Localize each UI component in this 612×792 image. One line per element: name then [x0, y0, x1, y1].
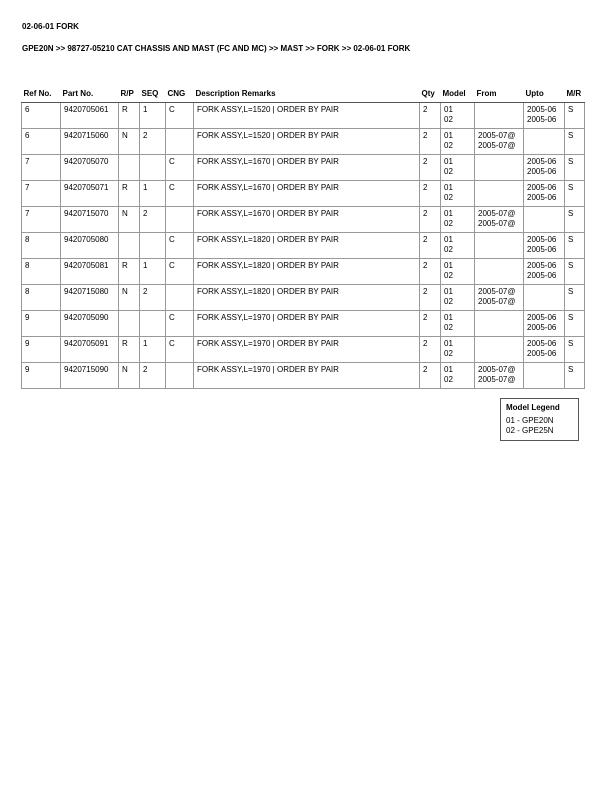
table-row [22, 181, 585, 207]
cng-cell [166, 363, 194, 389]
qty-cell: 2 [420, 363, 441, 389]
upto-cell-line: 2005-06 [527, 323, 557, 332]
col-cng-header: CNG [166, 87, 194, 103]
model-cell [441, 311, 475, 337]
model-cell-line: 01 [444, 313, 453, 322]
description-cell: FORK ASSY,L=1670 | ORDER BY PAIR [194, 181, 420, 207]
part-no-cell: 9420705061 [61, 103, 119, 129]
model-legend [500, 398, 579, 441]
from-cell [475, 337, 524, 363]
description-cell: FORK ASSY,L=1820 | ORDER BY PAIR [194, 233, 420, 259]
model-cell-line: 02 [444, 245, 453, 254]
part-no-cell: 9420715090 [61, 363, 119, 389]
col-seq-header: SEQ [140, 87, 166, 103]
ref-cell: 6 [22, 129, 61, 155]
rp-cell: N [119, 129, 140, 155]
from-cell [475, 285, 524, 311]
cng-cell: C [166, 337, 194, 363]
ref-cell: 9 [22, 311, 61, 337]
ref-cell: 7 [22, 181, 61, 207]
rp-cell: R [119, 337, 140, 363]
model-cell-line: 02 [444, 323, 453, 332]
model-cell [441, 129, 475, 155]
upto-cell-line: 2005-06 [527, 313, 557, 322]
seq-cell: 2 [140, 129, 166, 155]
rp-cell: R [119, 259, 140, 285]
col-part-header: Part No. [61, 87, 119, 103]
cng-cell: C [166, 311, 194, 337]
rp-cell [119, 233, 140, 259]
model-cell [441, 259, 475, 285]
qty-cell: 2 [420, 181, 441, 207]
upto-cell-line: 2005-06 [527, 115, 557, 124]
description-cell: FORK ASSY,L=1670 | ORDER BY PAIR [194, 155, 420, 181]
rp-cell: N [119, 363, 140, 389]
ref-cell: 7 [22, 155, 61, 181]
qty-cell: 2 [420, 129, 441, 155]
mr-cell: S [565, 337, 585, 363]
upto-cell [524, 129, 565, 155]
mr-cell: S [565, 207, 585, 233]
seq-cell: 1 [140, 103, 166, 129]
model-cell-line: 02 [444, 115, 453, 124]
mr-cell: S [565, 285, 585, 311]
rp-cell: N [119, 207, 140, 233]
model-cell-line: 01 [444, 183, 453, 192]
rp-cell: N [119, 285, 140, 311]
model-cell-line: 02 [444, 297, 453, 306]
qty-cell: 2 [420, 259, 441, 285]
seq-cell [140, 233, 166, 259]
model-cell-line: 01 [444, 157, 453, 166]
rp-cell [119, 155, 140, 181]
model-cell-line: 02 [444, 375, 453, 384]
ref-cell: 8 [22, 233, 61, 259]
legend-title: Model Legend [506, 403, 560, 412]
seq-cell [140, 155, 166, 181]
qty-cell: 2 [420, 103, 441, 129]
upto-cell-line: 2005-06 [527, 245, 557, 254]
mr-cell: S [565, 233, 585, 259]
from-cell-line: 2005-07@ [478, 365, 516, 374]
cng-cell: C [166, 155, 194, 181]
from-cell [475, 363, 524, 389]
mr-cell: S [565, 103, 585, 129]
model-cell-line: 01 [444, 287, 453, 296]
model-cell [441, 181, 475, 207]
table-row [22, 155, 585, 181]
table-row [22, 259, 585, 285]
upto-cell [524, 181, 565, 207]
from-cell [475, 207, 524, 233]
model-cell [441, 233, 475, 259]
from-cell-line: 2005-07@ [478, 375, 516, 384]
from-cell-line: 2005-07@ [478, 287, 516, 296]
model-cell-line: 01 [444, 131, 453, 140]
qty-cell: 2 [420, 337, 441, 363]
col-mr-header: M/R [565, 87, 585, 103]
upto-cell-line: 2005-06 [527, 167, 557, 176]
table-row [22, 363, 585, 389]
col-ref-header: Ref No. [22, 87, 61, 103]
description-cell: FORK ASSY,L=1970 | ORDER BY PAIR [194, 311, 420, 337]
col-qty-header: Qty [420, 87, 441, 103]
seq-cell: 2 [140, 207, 166, 233]
mr-cell: S [565, 363, 585, 389]
mr-cell: S [565, 259, 585, 285]
from-cell [475, 155, 524, 181]
cng-cell [166, 207, 194, 233]
rp-cell: R [119, 103, 140, 129]
ref-cell: 9 [22, 337, 61, 363]
breadcrumb: GPE20N >> 98727-05210 CAT CHASSIS AND MAST (FC AND MC) >> MAST >> FORK >> 02-06-01 FORK [22, 44, 411, 53]
mr-cell: S [565, 155, 585, 181]
part-no-cell: 9420715080 [61, 285, 119, 311]
seq-cell: 2 [140, 285, 166, 311]
upto-cell-line: 2005-06 [527, 261, 557, 270]
cng-cell [166, 129, 194, 155]
description-cell: FORK ASSY,L=1670 | ORDER BY PAIR [194, 207, 420, 233]
model-cell-line: 02 [444, 193, 453, 202]
from-cell [475, 259, 524, 285]
model-cell [441, 337, 475, 363]
from-cell-line: 2005-07@ [478, 141, 516, 150]
upto-cell-line: 2005-06 [527, 271, 557, 280]
ref-cell: 7 [22, 207, 61, 233]
from-cell-line: 2005-07@ [478, 219, 516, 228]
cng-cell: C [166, 259, 194, 285]
part-no-cell: 9420705091 [61, 337, 119, 363]
model-cell-line: 01 [444, 261, 453, 270]
qty-cell: 2 [420, 311, 441, 337]
seq-cell [140, 311, 166, 337]
qty-cell: 2 [420, 285, 441, 311]
upto-cell-line: 2005-06 [527, 183, 557, 192]
from-cell [475, 129, 524, 155]
model-cell [441, 155, 475, 181]
upto-cell [524, 337, 565, 363]
model-cell-line: 02 [444, 219, 453, 228]
from-cell [475, 181, 524, 207]
rp-cell: R [119, 181, 140, 207]
description-cell: FORK ASSY,L=1970 | ORDER BY PAIR [194, 363, 420, 389]
qty-cell: 2 [420, 155, 441, 181]
model-cell-line: 02 [444, 141, 453, 150]
part-no-cell: 9420705080 [61, 233, 119, 259]
upto-cell-line: 2005-06 [527, 105, 557, 114]
table-row [22, 233, 585, 259]
upto-cell-line: 2005-06 [527, 339, 557, 348]
mr-cell: S [565, 129, 585, 155]
upto-cell-line: 2005-06 [527, 193, 557, 202]
description-cell: FORK ASSY,L=1970 | ORDER BY PAIR [194, 337, 420, 363]
description-cell: FORK ASSY,L=1520 | ORDER BY PAIR [194, 129, 420, 155]
model-cell-line: 01 [444, 105, 453, 114]
qty-cell: 2 [420, 233, 441, 259]
model-cell-line: 01 [444, 235, 453, 244]
col-rp-header: R/P [119, 87, 140, 103]
mr-cell: S [565, 311, 585, 337]
model-cell-line: 01 [444, 365, 453, 374]
from-cell [475, 103, 524, 129]
col-model-header: Model [441, 87, 475, 103]
model-cell [441, 103, 475, 129]
model-cell [441, 285, 475, 311]
ref-cell: 8 [22, 285, 61, 311]
table-row [22, 311, 585, 337]
upto-cell [524, 155, 565, 181]
mr-cell: S [565, 181, 585, 207]
part-no-cell: 9420715060 [61, 129, 119, 155]
cng-cell: C [166, 181, 194, 207]
upto-cell [524, 103, 565, 129]
parts-table [21, 87, 585, 389]
model-cell [441, 207, 475, 233]
part-no-cell: 9420705071 [61, 181, 119, 207]
col-desc-header: Description Remarks [194, 87, 420, 103]
upto-cell [524, 207, 565, 233]
seq-cell: 1 [140, 181, 166, 207]
col-from-header: From [475, 87, 524, 103]
model-cell-line: 01 [444, 339, 453, 348]
description-cell: FORK ASSY,L=1820 | ORDER BY PAIR [194, 285, 420, 311]
rp-cell [119, 311, 140, 337]
cng-cell [166, 285, 194, 311]
legend-item: 01 - GPE20N [506, 416, 554, 425]
table-row [22, 103, 585, 129]
part-no-cell: 9420705081 [61, 259, 119, 285]
model-cell-line: 02 [444, 271, 453, 280]
from-cell [475, 311, 524, 337]
upto-cell-line: 2005-06 [527, 349, 557, 358]
seq-cell: 1 [140, 337, 166, 363]
table-header-row [22, 87, 585, 103]
from-cell-line: 2005-07@ [478, 131, 516, 140]
ref-cell: 9 [22, 363, 61, 389]
cng-cell: C [166, 233, 194, 259]
part-no-cell: 9420715070 [61, 207, 119, 233]
table-row [22, 337, 585, 363]
model-cell-line: 01 [444, 209, 453, 218]
from-cell-line: 2005-07@ [478, 209, 516, 218]
upto-cell [524, 363, 565, 389]
description-cell: FORK ASSY,L=1820 | ORDER BY PAIR [194, 259, 420, 285]
part-no-cell: 9420705090 [61, 311, 119, 337]
part-no-cell: 9420705070 [61, 155, 119, 181]
table-row [22, 285, 585, 311]
upto-cell [524, 233, 565, 259]
table-row [22, 129, 585, 155]
description-cell: FORK ASSY,L=1520 | ORDER BY PAIR [194, 103, 420, 129]
model-cell [441, 363, 475, 389]
upto-cell-line: 2005-06 [527, 235, 557, 244]
page-title: 02-06-01 FORK [22, 22, 79, 31]
from-cell [475, 233, 524, 259]
col-upto-header: Upto [524, 87, 565, 103]
model-cell-line: 02 [444, 349, 453, 358]
seq-cell: 1 [140, 259, 166, 285]
upto-cell [524, 259, 565, 285]
upto-cell [524, 311, 565, 337]
model-cell-line: 02 [444, 167, 453, 176]
ref-cell: 6 [22, 103, 61, 129]
from-cell-line: 2005-07@ [478, 297, 516, 306]
seq-cell: 2 [140, 363, 166, 389]
qty-cell: 2 [420, 207, 441, 233]
cng-cell: C [166, 103, 194, 129]
upto-cell-line: 2005-06 [527, 157, 557, 166]
ref-cell: 8 [22, 259, 61, 285]
table-row [22, 207, 585, 233]
legend-item: 02 - GPE25N [506, 426, 554, 435]
upto-cell [524, 285, 565, 311]
